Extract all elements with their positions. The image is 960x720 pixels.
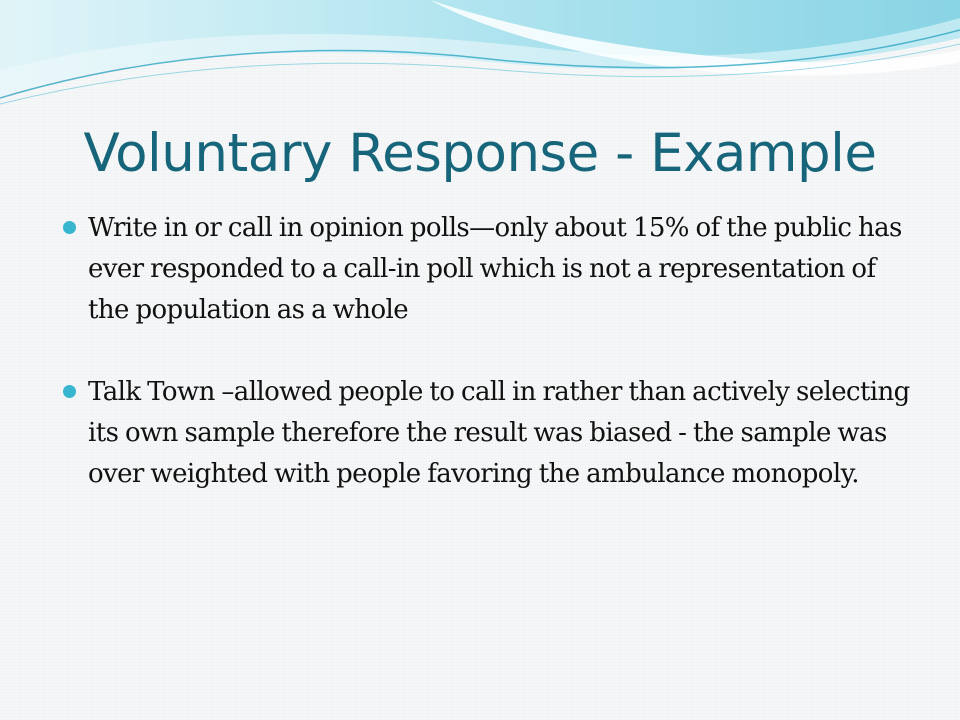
list-item: [60, 372, 920, 495]
circle-bullet-icon: [63, 385, 76, 398]
slide-title: Voluntary Response - Example: [83, 123, 877, 184]
circle-bullet-icon: [63, 221, 76, 234]
bullet-text: Write in or call in opinion polls—only about 15% of the public has ever responded to a call-in poll which is not a representation of the population as a whole: [88, 213, 902, 325]
bullet-list: [60, 208, 920, 495]
bullet-text: Talk Town –allowed people to call in rather than actively selecting its own sample therefore the result was biased - the sample was over weighted with people favoring the ambulance monopoly.: [88, 377, 910, 489]
list-item: [60, 208, 920, 331]
header-wave-decoration: [0, 0, 960, 120]
